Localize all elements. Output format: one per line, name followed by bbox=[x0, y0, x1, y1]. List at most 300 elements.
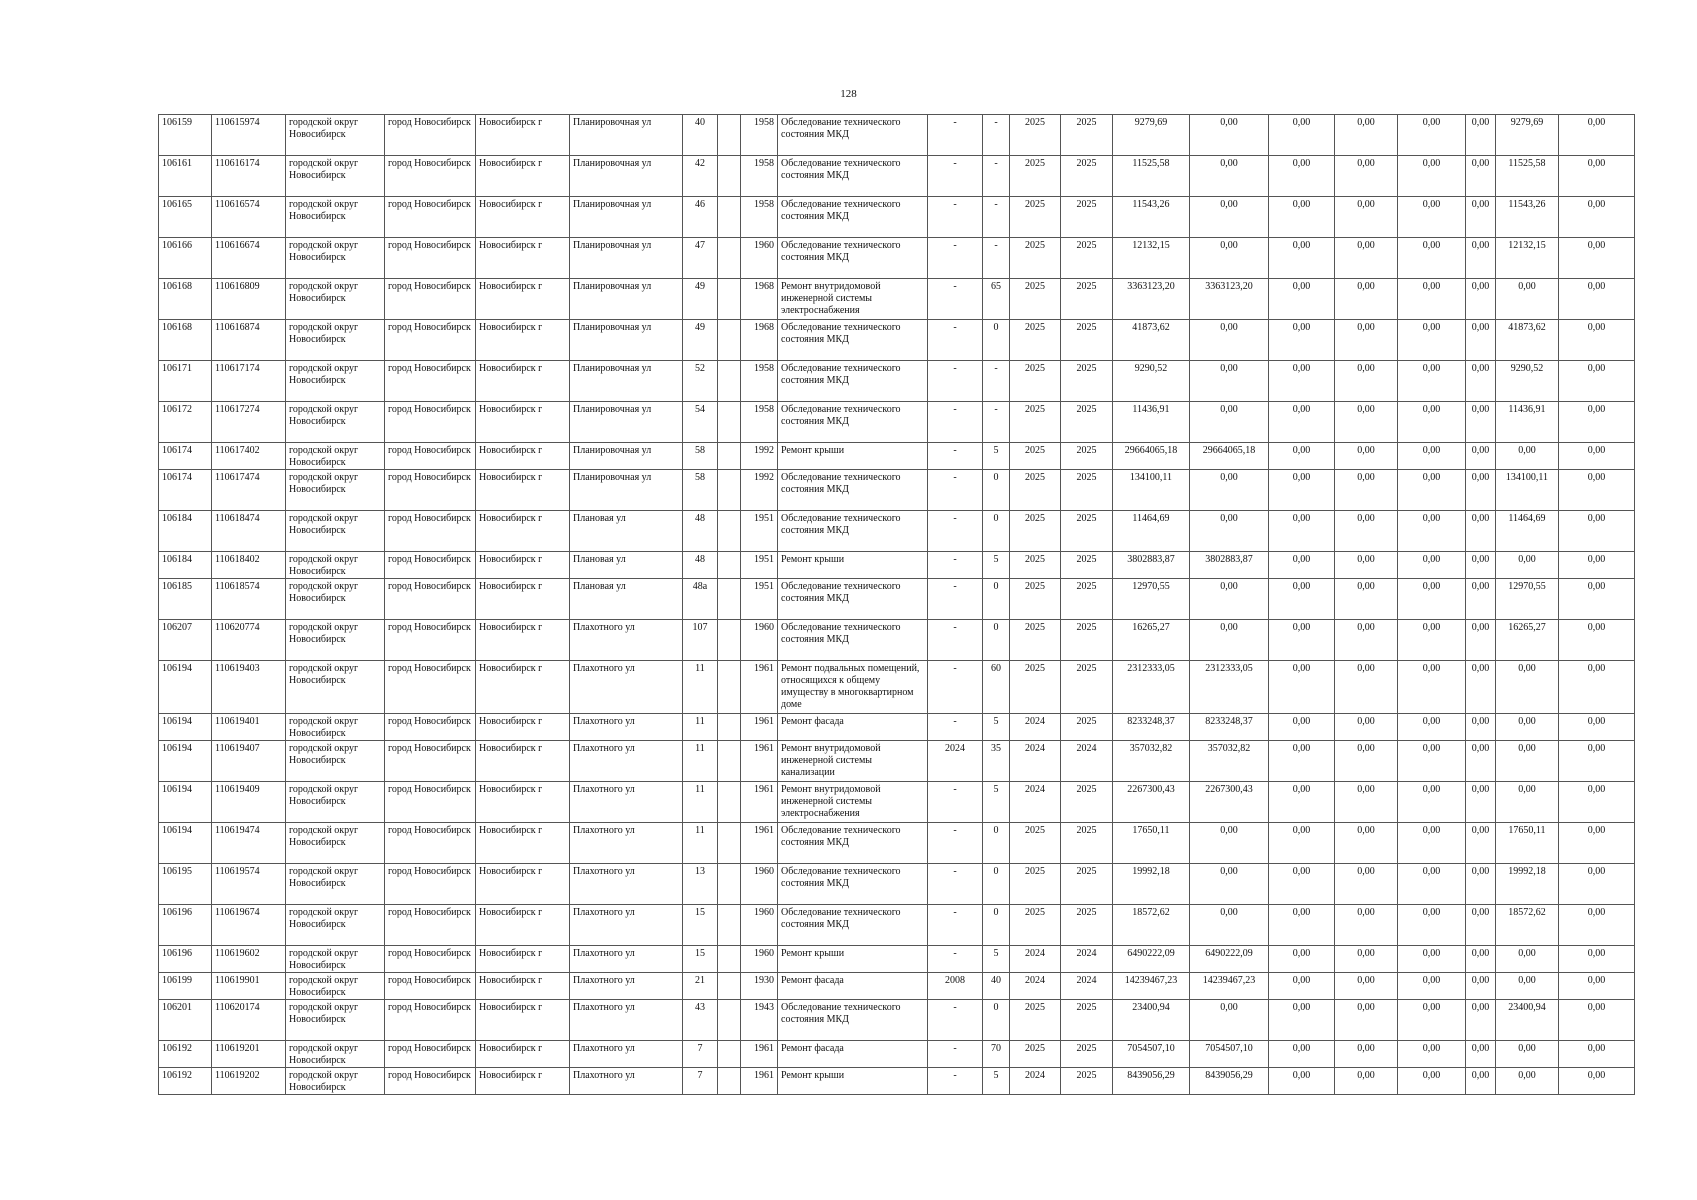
cell-work-type: Обследование технического состояния МКД bbox=[778, 361, 928, 402]
cell-local-cost: 0,00 bbox=[1398, 1068, 1466, 1095]
cell-plan-start-year: 2025 bbox=[1010, 443, 1061, 470]
cell-regional-cost: 0,00 bbox=[1335, 1068, 1398, 1095]
cell-total-cost: 23400,94 bbox=[1113, 1000, 1190, 1041]
table-row bbox=[159, 973, 1635, 1000]
cell-street: Плахотного ул bbox=[570, 973, 683, 1000]
cell-other-cost: 0,00 bbox=[1496, 741, 1559, 782]
cell-wear-percent: 0 bbox=[983, 864, 1010, 905]
cell-city: Новосибирск г bbox=[476, 741, 570, 782]
cell-total-cost: 19992,18 bbox=[1113, 864, 1190, 905]
cell-program-id: 106168 bbox=[159, 279, 212, 320]
cell-city: Новосибирск г bbox=[476, 579, 570, 620]
table-row bbox=[159, 823, 1635, 864]
cell-other-cost: 0,00 bbox=[1496, 714, 1559, 741]
cell-local-cost: 0,00 bbox=[1398, 115, 1466, 156]
cell-owner-cost: 0,00 bbox=[1466, 443, 1496, 470]
cell-regional-cost: 0,00 bbox=[1335, 823, 1398, 864]
cell-total-cost: 9290,52 bbox=[1113, 361, 1190, 402]
cell-program-id: 106184 bbox=[159, 552, 212, 579]
cell-street: Планировочная ул bbox=[570, 279, 683, 320]
cell-federal-cost: 0,00 bbox=[1269, 402, 1335, 443]
cell-build-year: 1961 bbox=[741, 782, 778, 823]
cell-work-type: Ремонт крыши bbox=[778, 946, 928, 973]
cell-city: Новосибирск г bbox=[476, 620, 570, 661]
cell-build-year: 1958 bbox=[741, 156, 778, 197]
cell-last-repair-year: - bbox=[928, 470, 983, 511]
cell-last-repair-year: - bbox=[928, 443, 983, 470]
cell-settlement: город Новосибирск bbox=[385, 579, 476, 620]
cell-settlement: город Новосибирск bbox=[385, 714, 476, 741]
cell-build-year: 1958 bbox=[741, 361, 778, 402]
cell-fund-cost: 0,00 bbox=[1190, 1000, 1269, 1041]
cell-wear-percent: - bbox=[983, 115, 1010, 156]
cell-other-cost: 0,00 bbox=[1496, 946, 1559, 973]
cell-program-id: 106196 bbox=[159, 946, 212, 973]
cell-plan-end-year: 2025 bbox=[1061, 115, 1113, 156]
cell-plan-end-year: 2025 bbox=[1061, 1068, 1113, 1095]
cell-other-cost: 11543,26 bbox=[1496, 197, 1559, 238]
cell-federal-cost: 0,00 bbox=[1269, 946, 1335, 973]
cell-plan-start-year: 2025 bbox=[1010, 1000, 1061, 1041]
cell-last-repair-year: 2008 bbox=[928, 973, 983, 1000]
cell-municipality: городской округ Новосибирск bbox=[286, 552, 385, 579]
cell-local-cost: 0,00 bbox=[1398, 552, 1466, 579]
cell-plan-end-year: 2024 bbox=[1061, 946, 1113, 973]
cell-work-type: Обследование технического состояния МКД bbox=[778, 823, 928, 864]
cell-last-repair-year: - bbox=[928, 1041, 983, 1068]
cell-build-year: 1960 bbox=[741, 946, 778, 973]
cell-work-type: Обследование технического состояния МКД bbox=[778, 156, 928, 197]
cell-record-id: 110615974 bbox=[212, 115, 286, 156]
table-row bbox=[159, 620, 1635, 661]
cell-local-cost: 0,00 bbox=[1398, 402, 1466, 443]
cell-build-year: 1992 bbox=[741, 470, 778, 511]
cell-record-id: 110617402 bbox=[212, 443, 286, 470]
cell-house-number: 48 bbox=[683, 511, 718, 552]
cell-work-type: Обследование технического состояния МКД bbox=[778, 238, 928, 279]
cell-local-cost: 0,00 bbox=[1398, 620, 1466, 661]
cell-plan-start-year: 2025 bbox=[1010, 511, 1061, 552]
cell-corpus bbox=[718, 470, 741, 511]
cell-municipality: городской округ Новосибирск bbox=[286, 714, 385, 741]
cell-program-id: 106194 bbox=[159, 823, 212, 864]
cell-street: Плахотного ул bbox=[570, 1000, 683, 1041]
cell-program-id: 106161 bbox=[159, 156, 212, 197]
cell-other-cost: 0,00 bbox=[1496, 1041, 1559, 1068]
cell-owner-cost: 0,00 bbox=[1466, 620, 1496, 661]
cell-plan-start-year: 2025 bbox=[1010, 470, 1061, 511]
cell-other-cost: 18572,62 bbox=[1496, 905, 1559, 946]
cell-plan-end-year: 2025 bbox=[1061, 470, 1113, 511]
cell-municipality: городской округ Новосибирск bbox=[286, 361, 385, 402]
cell-federal-cost: 0,00 bbox=[1269, 782, 1335, 823]
cell-extra-cost: 0,00 bbox=[1559, 864, 1635, 905]
cell-settlement: город Новосибирск bbox=[385, 279, 476, 320]
cell-extra-cost: 0,00 bbox=[1559, 470, 1635, 511]
cell-plan-start-year: 2025 bbox=[1010, 864, 1061, 905]
cell-federal-cost: 0,00 bbox=[1269, 579, 1335, 620]
cell-regional-cost: 0,00 bbox=[1335, 511, 1398, 552]
cell-build-year: 1961 bbox=[741, 714, 778, 741]
cell-plan-end-year: 2025 bbox=[1061, 620, 1113, 661]
cell-city: Новосибирск г bbox=[476, 197, 570, 238]
cell-owner-cost: 0,00 bbox=[1466, 714, 1496, 741]
cell-street: Плахотного ул bbox=[570, 782, 683, 823]
cell-total-cost: 17650,11 bbox=[1113, 823, 1190, 864]
cell-street: Планировочная ул bbox=[570, 443, 683, 470]
cell-work-type: Обследование технического состояния МКД bbox=[778, 511, 928, 552]
cell-fund-cost: 0,00 bbox=[1190, 115, 1269, 156]
cell-work-type: Обследование технического состояния МКД bbox=[778, 1000, 928, 1041]
cell-work-type: Обследование технического состояния МКД bbox=[778, 864, 928, 905]
cell-owner-cost: 0,00 bbox=[1466, 1068, 1496, 1095]
cell-owner-cost: 0,00 bbox=[1466, 741, 1496, 782]
cell-federal-cost: 0,00 bbox=[1269, 905, 1335, 946]
cell-total-cost: 7054507,10 bbox=[1113, 1041, 1190, 1068]
cell-other-cost: 17650,11 bbox=[1496, 823, 1559, 864]
cell-corpus bbox=[718, 552, 741, 579]
cell-city: Новосибирск г bbox=[476, 946, 570, 973]
cell-house-number: 13 bbox=[683, 864, 718, 905]
cell-local-cost: 0,00 bbox=[1398, 320, 1466, 361]
cell-total-cost: 8439056,29 bbox=[1113, 1068, 1190, 1095]
cell-work-type: Обследование технического состояния МКД bbox=[778, 620, 928, 661]
cell-wear-percent: 5 bbox=[983, 714, 1010, 741]
cell-corpus bbox=[718, 620, 741, 661]
cell-other-cost: 11436,91 bbox=[1496, 402, 1559, 443]
table-row bbox=[159, 511, 1635, 552]
cell-other-cost: 11525,58 bbox=[1496, 156, 1559, 197]
cell-municipality: городской округ Новосибирск bbox=[286, 470, 385, 511]
cell-fund-cost: 3802883,87 bbox=[1190, 552, 1269, 579]
table-row bbox=[159, 443, 1635, 470]
cell-house-number: 58 bbox=[683, 443, 718, 470]
cell-settlement: город Новосибирск bbox=[385, 782, 476, 823]
cell-fund-cost: 0,00 bbox=[1190, 511, 1269, 552]
cell-corpus bbox=[718, 1000, 741, 1041]
cell-local-cost: 0,00 bbox=[1398, 197, 1466, 238]
cell-fund-cost: 8439056,29 bbox=[1190, 1068, 1269, 1095]
cell-street: Планировочная ул bbox=[570, 156, 683, 197]
cell-regional-cost: 0,00 bbox=[1335, 714, 1398, 741]
cell-program-id: 106165 bbox=[159, 197, 212, 238]
cell-last-repair-year: - bbox=[928, 905, 983, 946]
cell-extra-cost: 0,00 bbox=[1559, 361, 1635, 402]
cell-settlement: город Новосибирск bbox=[385, 238, 476, 279]
cell-wear-percent: - bbox=[983, 156, 1010, 197]
cell-settlement: город Новосибирск bbox=[385, 620, 476, 661]
cell-local-cost: 0,00 bbox=[1398, 741, 1466, 782]
table-row bbox=[159, 1000, 1635, 1041]
cell-municipality: городской округ Новосибирск bbox=[286, 1041, 385, 1068]
cell-local-cost: 0,00 bbox=[1398, 470, 1466, 511]
cell-program-id: 106194 bbox=[159, 661, 212, 714]
cell-program-id: 106174 bbox=[159, 443, 212, 470]
cell-house-number: 43 bbox=[683, 1000, 718, 1041]
cell-build-year: 1961 bbox=[741, 741, 778, 782]
cell-total-cost: 3802883,87 bbox=[1113, 552, 1190, 579]
cell-municipality: городской округ Новосибирск bbox=[286, 973, 385, 1000]
cell-plan-start-year: 2025 bbox=[1010, 1041, 1061, 1068]
cell-record-id: 110619403 bbox=[212, 661, 286, 714]
cell-corpus bbox=[718, 714, 741, 741]
cell-regional-cost: 0,00 bbox=[1335, 620, 1398, 661]
cell-owner-cost: 0,00 bbox=[1466, 973, 1496, 1000]
cell-last-repair-year: - bbox=[928, 279, 983, 320]
cell-owner-cost: 0,00 bbox=[1466, 115, 1496, 156]
cell-federal-cost: 0,00 bbox=[1269, 823, 1335, 864]
cell-corpus bbox=[718, 1068, 741, 1095]
cell-fund-cost: 0,00 bbox=[1190, 156, 1269, 197]
cell-record-id: 110620174 bbox=[212, 1000, 286, 1041]
cell-total-cost: 18572,62 bbox=[1113, 905, 1190, 946]
cell-house-number: 11 bbox=[683, 782, 718, 823]
cell-house-number: 52 bbox=[683, 361, 718, 402]
cell-build-year: 1961 bbox=[741, 823, 778, 864]
cell-total-cost: 12970,55 bbox=[1113, 579, 1190, 620]
cell-settlement: город Новосибирск bbox=[385, 115, 476, 156]
cell-settlement: город Новосибирск bbox=[385, 741, 476, 782]
cell-build-year: 1930 bbox=[741, 973, 778, 1000]
cell-plan-start-year: 2024 bbox=[1010, 946, 1061, 973]
cell-record-id: 110619602 bbox=[212, 946, 286, 973]
cell-city: Новосибирск г bbox=[476, 552, 570, 579]
cell-total-cost: 12132,15 bbox=[1113, 238, 1190, 279]
cell-build-year: 1960 bbox=[741, 864, 778, 905]
register-table-body bbox=[159, 115, 1635, 1095]
cell-settlement: город Новосибирск bbox=[385, 946, 476, 973]
cell-other-cost: 9279,69 bbox=[1496, 115, 1559, 156]
cell-local-cost: 0,00 bbox=[1398, 238, 1466, 279]
table-row bbox=[159, 361, 1635, 402]
cell-city: Новосибирск г bbox=[476, 115, 570, 156]
cell-other-cost: 0,00 bbox=[1496, 552, 1559, 579]
cell-wear-percent: 0 bbox=[983, 823, 1010, 864]
cell-other-cost: 19992,18 bbox=[1496, 864, 1559, 905]
cell-settlement: город Новосибирск bbox=[385, 156, 476, 197]
cell-extra-cost: 0,00 bbox=[1559, 579, 1635, 620]
cell-work-type: Обследование технического состояния МКД bbox=[778, 320, 928, 361]
cell-last-repair-year: - bbox=[928, 156, 983, 197]
cell-federal-cost: 0,00 bbox=[1269, 511, 1335, 552]
cell-other-cost: 0,00 bbox=[1496, 782, 1559, 823]
cell-owner-cost: 0,00 bbox=[1466, 905, 1496, 946]
cell-total-cost: 29664065,18 bbox=[1113, 443, 1190, 470]
cell-corpus bbox=[718, 511, 741, 552]
cell-municipality: городской округ Новосибирск bbox=[286, 443, 385, 470]
page-number: 128 bbox=[840, 88, 857, 100]
cell-street: Планировочная ул bbox=[570, 402, 683, 443]
cell-regional-cost: 0,00 bbox=[1335, 279, 1398, 320]
cell-work-type: Ремонт внутридомовой инженерной системы электроснабжения bbox=[778, 279, 928, 320]
cell-wear-percent: 0 bbox=[983, 905, 1010, 946]
cell-wear-percent: 0 bbox=[983, 579, 1010, 620]
table-row bbox=[159, 946, 1635, 973]
cell-settlement: город Новосибирск bbox=[385, 511, 476, 552]
cell-settlement: город Новосибирск bbox=[385, 661, 476, 714]
cell-work-type: Ремонт внутридомовой инженерной системы канализации bbox=[778, 741, 928, 782]
cell-fund-cost: 0,00 bbox=[1190, 864, 1269, 905]
cell-record-id: 110617474 bbox=[212, 470, 286, 511]
table-row bbox=[159, 238, 1635, 279]
cell-fund-cost: 14239467,23 bbox=[1190, 973, 1269, 1000]
cell-other-cost: 0,00 bbox=[1496, 443, 1559, 470]
cell-house-number: 11 bbox=[683, 741, 718, 782]
cell-record-id: 110618474 bbox=[212, 511, 286, 552]
cell-municipality: городской округ Новосибирск bbox=[286, 823, 385, 864]
cell-build-year: 1951 bbox=[741, 511, 778, 552]
cell-other-cost: 0,00 bbox=[1496, 1068, 1559, 1095]
cell-last-repair-year: - bbox=[928, 661, 983, 714]
cell-local-cost: 0,00 bbox=[1398, 361, 1466, 402]
cell-street: Плахотного ул bbox=[570, 714, 683, 741]
cell-fund-cost: 357032,82 bbox=[1190, 741, 1269, 782]
cell-municipality: городской округ Новосибирск bbox=[286, 741, 385, 782]
cell-record-id: 110616174 bbox=[212, 156, 286, 197]
cell-fund-cost: 2267300,43 bbox=[1190, 782, 1269, 823]
table-row bbox=[159, 661, 1635, 714]
cell-program-id: 106159 bbox=[159, 115, 212, 156]
cell-extra-cost: 0,00 bbox=[1559, 279, 1635, 320]
cell-regional-cost: 0,00 bbox=[1335, 973, 1398, 1000]
cell-wear-percent: 5 bbox=[983, 946, 1010, 973]
cell-owner-cost: 0,00 bbox=[1466, 1000, 1496, 1041]
cell-build-year: 1958 bbox=[741, 402, 778, 443]
cell-corpus bbox=[718, 1041, 741, 1068]
cell-record-id: 110619409 bbox=[212, 782, 286, 823]
cell-program-id: 106184 bbox=[159, 511, 212, 552]
cell-plan-end-year: 2025 bbox=[1061, 782, 1113, 823]
cell-corpus bbox=[718, 238, 741, 279]
table-row bbox=[159, 741, 1635, 782]
cell-street: Плахотного ул bbox=[570, 620, 683, 661]
cell-municipality: городской округ Новосибирск bbox=[286, 320, 385, 361]
cell-corpus bbox=[718, 361, 741, 402]
cell-extra-cost: 0,00 bbox=[1559, 156, 1635, 197]
cell-wear-percent: 70 bbox=[983, 1041, 1010, 1068]
cell-corpus bbox=[718, 864, 741, 905]
cell-house-number: 49 bbox=[683, 320, 718, 361]
cell-street: Планировочная ул bbox=[570, 361, 683, 402]
cell-street: Плахотного ул bbox=[570, 1068, 683, 1095]
table-row bbox=[159, 552, 1635, 579]
cell-plan-end-year: 2025 bbox=[1061, 823, 1113, 864]
cell-settlement: город Новосибирск bbox=[385, 973, 476, 1000]
cell-settlement: город Новосибирск bbox=[385, 443, 476, 470]
cell-program-id: 106201 bbox=[159, 1000, 212, 1041]
cell-wear-percent: 35 bbox=[983, 741, 1010, 782]
cell-plan-start-year: 2025 bbox=[1010, 579, 1061, 620]
cell-last-repair-year: - bbox=[928, 511, 983, 552]
cell-municipality: городской округ Новосибирск bbox=[286, 511, 385, 552]
cell-regional-cost: 0,00 bbox=[1335, 782, 1398, 823]
cell-plan-start-year: 2024 bbox=[1010, 782, 1061, 823]
cell-record-id: 110619407 bbox=[212, 741, 286, 782]
cell-plan-end-year: 2025 bbox=[1061, 905, 1113, 946]
cell-local-cost: 0,00 bbox=[1398, 443, 1466, 470]
cell-regional-cost: 0,00 bbox=[1335, 946, 1398, 973]
cell-program-id: 106166 bbox=[159, 238, 212, 279]
cell-street: Плахотного ул bbox=[570, 864, 683, 905]
table-row bbox=[159, 579, 1635, 620]
cell-plan-start-year: 2024 bbox=[1010, 973, 1061, 1000]
cell-house-number: 11 bbox=[683, 823, 718, 864]
cell-record-id: 110619201 bbox=[212, 1041, 286, 1068]
cell-work-type: Ремонт крыши bbox=[778, 443, 928, 470]
cell-work-type: Обследование технического состояния МКД bbox=[778, 402, 928, 443]
cell-city: Новосибирск г bbox=[476, 402, 570, 443]
cell-wear-percent: - bbox=[983, 402, 1010, 443]
cell-build-year: 1961 bbox=[741, 1068, 778, 1095]
cell-city: Новосибирск г bbox=[476, 279, 570, 320]
cell-city: Новосибирск г bbox=[476, 156, 570, 197]
cell-extra-cost: 0,00 bbox=[1559, 823, 1635, 864]
cell-fund-cost: 8233248,37 bbox=[1190, 714, 1269, 741]
cell-total-cost: 2267300,43 bbox=[1113, 782, 1190, 823]
cell-program-id: 106194 bbox=[159, 714, 212, 741]
cell-settlement: город Новосибирск bbox=[385, 1068, 476, 1095]
cell-regional-cost: 0,00 bbox=[1335, 905, 1398, 946]
cell-wear-percent: 0 bbox=[983, 470, 1010, 511]
cell-regional-cost: 0,00 bbox=[1335, 741, 1398, 782]
cell-federal-cost: 0,00 bbox=[1269, 115, 1335, 156]
cell-total-cost: 2312333,05 bbox=[1113, 661, 1190, 714]
cell-wear-percent: - bbox=[983, 361, 1010, 402]
cell-owner-cost: 0,00 bbox=[1466, 238, 1496, 279]
cell-regional-cost: 0,00 bbox=[1335, 1041, 1398, 1068]
cell-municipality: городской округ Новосибирск bbox=[286, 661, 385, 714]
cell-build-year: 1961 bbox=[741, 661, 778, 714]
cell-work-type: Обследование технического состояния МКД bbox=[778, 115, 928, 156]
cell-wear-percent: 40 bbox=[983, 973, 1010, 1000]
cell-corpus bbox=[718, 197, 741, 238]
cell-program-id: 106168 bbox=[159, 320, 212, 361]
cell-settlement: город Новосибирск bbox=[385, 1041, 476, 1068]
cell-regional-cost: 0,00 bbox=[1335, 156, 1398, 197]
cell-city: Новосибирск г bbox=[476, 782, 570, 823]
cell-house-number: 21 bbox=[683, 973, 718, 1000]
cell-fund-cost: 0,00 bbox=[1190, 905, 1269, 946]
cell-extra-cost: 0,00 bbox=[1559, 115, 1635, 156]
cell-record-id: 110620774 bbox=[212, 620, 286, 661]
cell-settlement: город Новосибирск bbox=[385, 905, 476, 946]
cell-build-year: 1968 bbox=[741, 320, 778, 361]
cell-house-number: 7 bbox=[683, 1041, 718, 1068]
cell-local-cost: 0,00 bbox=[1398, 1041, 1466, 1068]
cell-regional-cost: 0,00 bbox=[1335, 470, 1398, 511]
cell-program-id: 106192 bbox=[159, 1041, 212, 1068]
cell-owner-cost: 0,00 bbox=[1466, 279, 1496, 320]
cell-owner-cost: 0,00 bbox=[1466, 197, 1496, 238]
cell-plan-end-year: 2025 bbox=[1061, 279, 1113, 320]
cell-other-cost: 0,00 bbox=[1496, 661, 1559, 714]
cell-extra-cost: 0,00 bbox=[1559, 511, 1635, 552]
cell-total-cost: 3363123,20 bbox=[1113, 279, 1190, 320]
cell-plan-end-year: 2025 bbox=[1061, 156, 1113, 197]
cell-house-number: 7 bbox=[683, 1068, 718, 1095]
cell-federal-cost: 0,00 bbox=[1269, 864, 1335, 905]
cell-plan-start-year: 2025 bbox=[1010, 279, 1061, 320]
cell-federal-cost: 0,00 bbox=[1269, 714, 1335, 741]
cell-regional-cost: 0,00 bbox=[1335, 864, 1398, 905]
cell-last-repair-year: - bbox=[928, 946, 983, 973]
cell-program-id: 106174 bbox=[159, 470, 212, 511]
cell-total-cost: 14239467,23 bbox=[1113, 973, 1190, 1000]
cell-record-id: 110619901 bbox=[212, 973, 286, 1000]
cell-corpus bbox=[718, 823, 741, 864]
cell-build-year: 1951 bbox=[741, 552, 778, 579]
cell-work-type: Обследование технического состояния МКД bbox=[778, 905, 928, 946]
